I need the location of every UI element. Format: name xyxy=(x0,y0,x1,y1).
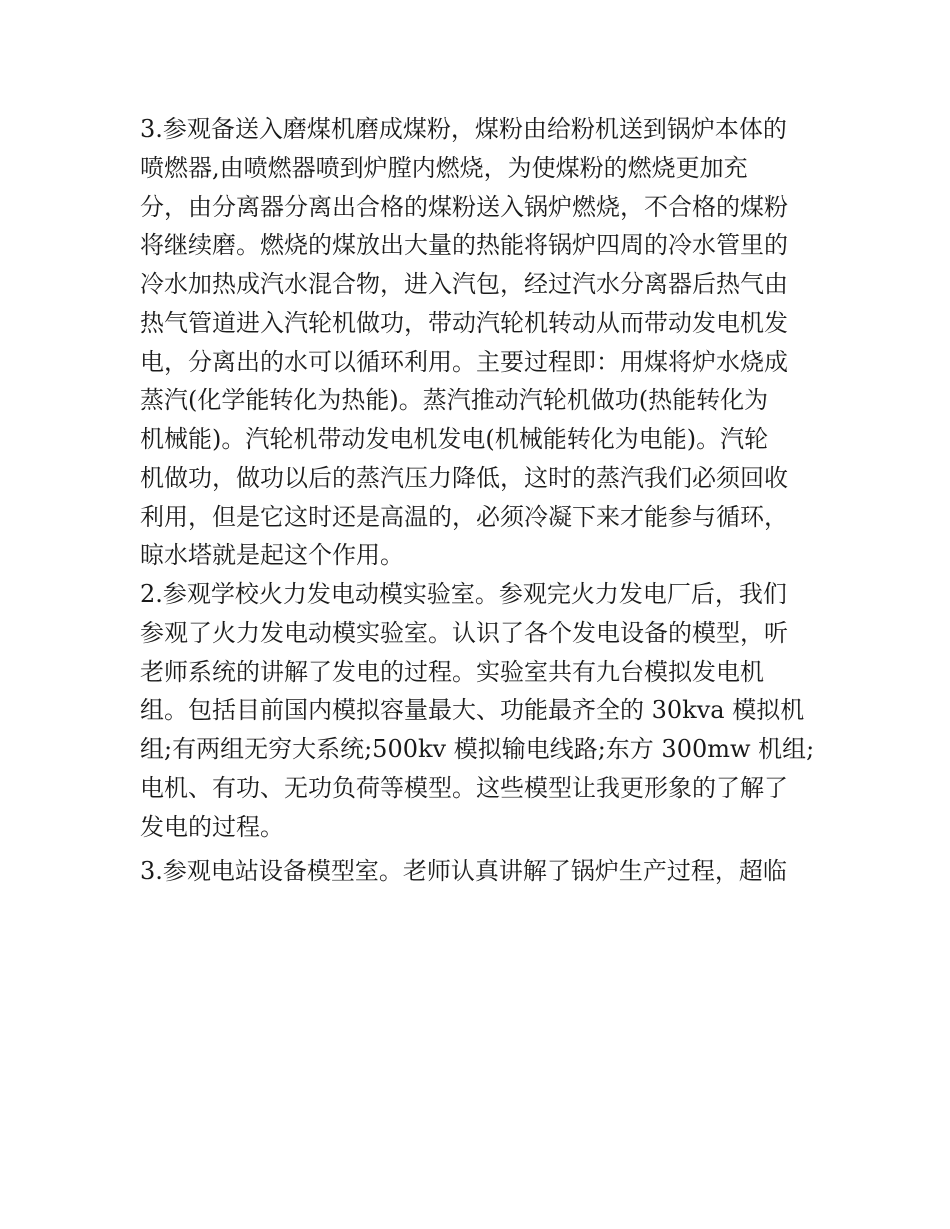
text-line: 利用，但是它这时还是高温的，必须冷凝下来才能参与循环， xyxy=(140,502,788,531)
text-line: 蒸汽(化学能转化为热能)。蒸汽推动汽轮机做功(热能转化为 xyxy=(140,386,769,415)
text-line: 分，由分离器分离出合格的煤粉送入锅炉燃烧，不合格的煤粉 xyxy=(140,192,788,221)
text-line: 机械能)。汽轮机带动发电机发电(机械能转化为电能)。汽轮 xyxy=(140,425,769,453)
paragraph-equipment-model-room xyxy=(140,852,820,891)
paragraph-coal-combustion xyxy=(140,110,820,575)
paragraph-dynamic-model-lab xyxy=(140,575,820,846)
text-line: 晾水塔就是起这个作用。 xyxy=(140,541,404,570)
text-line: 2.参观学校火力发电动模实验室。参观完火力发电厂后，我们 xyxy=(140,580,787,608)
text-line: 机做功，做功以后的蒸汽压力降低，这时的蒸汽我们必须回收 xyxy=(140,463,788,492)
text-line: 参观了火力发电动模实验室。认识了各个发电设备的模型，听 xyxy=(140,618,788,647)
text-line: 将继续磨。燃烧的煤放出大量的热能将锅炉四周的冷水管里的 xyxy=(140,231,788,260)
text-line: 电，分离出的水可以循环利用。主要过程即：用煤将炉水烧成 xyxy=(140,347,788,376)
text-line: 喷燃器,由喷燃器喷到炉膛内燃烧，为使煤粉的燃烧更加充 xyxy=(140,153,748,182)
text-line: 老师系统的讲解了发电的过程。实验室共有九台模拟发电机 xyxy=(140,657,764,686)
text-line: 组;有两组无穷大系统;500kv 模拟输电线路;东方 300mw 机组; xyxy=(140,735,815,763)
document-body xyxy=(140,110,820,891)
text-line: 电机、有功、无功负荷等模型。这些模型让我更形象的了解了 xyxy=(140,773,788,802)
text-line: 发电的过程。 xyxy=(140,812,284,841)
text-line: 3.参观电站设备模型室。老师认真讲解了锅炉生产过程，超临 xyxy=(140,857,787,886)
text-line: 热气管道进入汽轮机做功，带动汽轮机转动从而带动发电机发 xyxy=(140,308,788,337)
text-line: 冷水加热成汽水混合物，进入汽包，经过汽水分离器后热气由 xyxy=(140,270,788,298)
text-line: 3.参观备送入磨煤机磨成煤粉，煤粉由给粉机送到锅炉本体的 xyxy=(140,115,787,143)
text-line: 组。包括目前国内模拟容量最大、功能最齐全的 30kva 模拟机 xyxy=(140,696,805,725)
